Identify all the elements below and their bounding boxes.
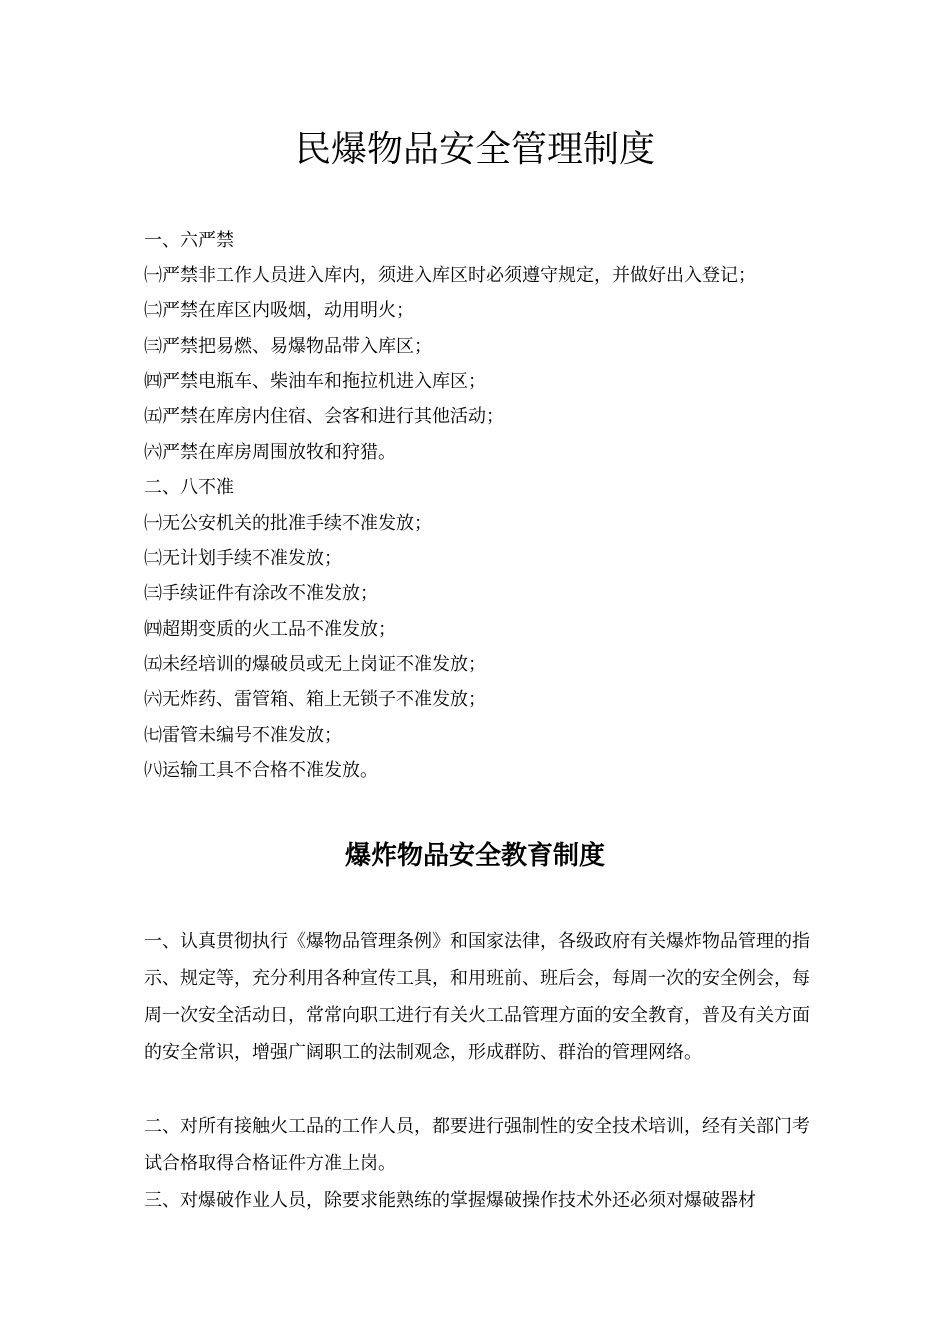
list-item: ㈧运输工具不合格不准发放。	[144, 760, 378, 781]
paragraph: 二、对所有接触火工品的工作人员，都要进行强制性的安全技术培训，经有关部门考试合格取得合格证件方准上岗。	[144, 1116, 810, 1174]
list-item: ㈥无炸药、雷管箱、箱上无锁子不准发放；	[144, 689, 486, 710]
paragraph: 一、认真贯彻执行《爆物品管理条例》和国家法律，各级政府有关爆炸物品管理的指示、规定等，充分利用各种宣传工具，和用班前、班后会，每周一次的安全例会，每周一次安全活动日，常常向职工进行有关火工品管理方面的安全教育，普及有关方面的安全常识，增强广阔职工的法制观念，形成群防、群治的管理网络。	[144, 931, 810, 1063]
list-item: ㈤严禁在库房内住宿、会客和进行其他活动；	[144, 406, 504, 427]
section-heading-six-prohibitions: 一、六严禁	[144, 230, 234, 251]
section-title: 爆炸物品安全教育制度	[344, 841, 605, 871]
list-item: ㈡无计划手续不准发放；	[144, 548, 342, 569]
list-item: ㈣超期变质的火工品不准发放；	[144, 619, 396, 640]
list-item: ㈠无公安机关的批准手续不准发放；	[144, 513, 432, 534]
list-item: ㈢严禁把易燃、易爆物品带入库区；	[144, 336, 432, 357]
list-item: ㈢手续证件有涂改不准发放；	[144, 583, 378, 604]
list-item: ㈠严禁非工作人员进入库内，须进入库区时必须遵守规定，并做好出入登记；	[144, 265, 756, 286]
list-item: ㈤未经培训的爆破员或无上岗证不准发放；	[144, 654, 486, 675]
document-title: 民爆物品安全管理制度	[294, 129, 655, 170]
list-item: ㈥严禁在库房周围放牧和狩猎。	[144, 442, 396, 463]
list-item: ㈦雷管未编号不准发放；	[144, 725, 342, 746]
paragraph: 三、对爆破作业人员，除要求能熟练的掌握爆破操作技术外还必须对爆破器材	[144, 1190, 756, 1211]
list-item: ㈣严禁电瓶车、柴油车和拖拉机进入库区；	[144, 371, 486, 392]
list-item: ㈡严禁在库区内吸烟，动用明火；	[144, 300, 414, 321]
section-heading-eight-rules: 二、八不准	[144, 477, 234, 498]
